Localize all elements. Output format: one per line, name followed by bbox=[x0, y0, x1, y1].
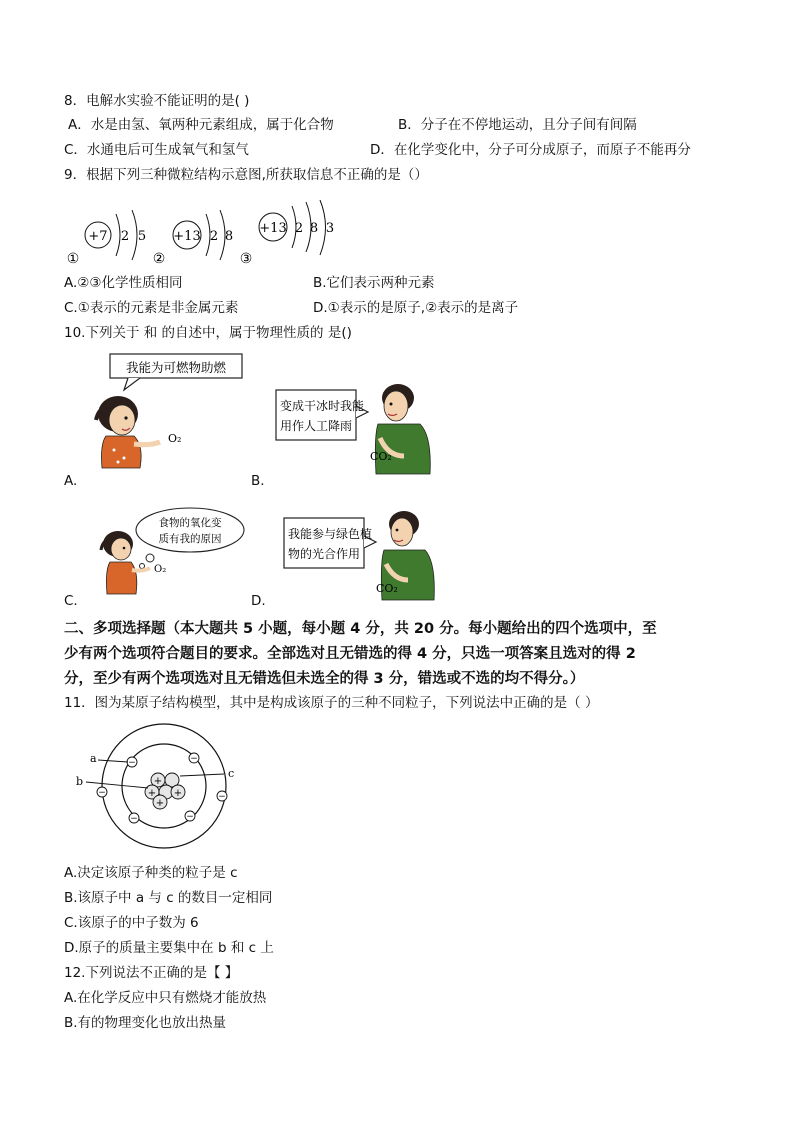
shell-3-2: 8 bbox=[309, 221, 319, 236]
q12-option-a: A.在化学反应中只有燃烧才能放热 bbox=[64, 990, 267, 1006]
q11-option-b: B.该原子中 a 与 c 的数目一定相同 bbox=[64, 890, 273, 906]
diagram-index-3: ③ bbox=[239, 251, 253, 267]
section2-line-3: 分，至少有两个选项选对且无错选但未选全的得 3 分，错选或不选的均不得分。） bbox=[64, 671, 585, 687]
q10-panel-b bbox=[270, 376, 440, 476]
q8-stem: 8．电解水实验不能证明的是( ) bbox=[64, 93, 250, 109]
q12-option-b: B.有的物理变化也放出热量 bbox=[64, 1015, 227, 1031]
diagram-index-2: ② bbox=[152, 251, 166, 267]
svg-text:+: + bbox=[153, 776, 163, 787]
nucleus-charge-1: +7 bbox=[88, 229, 108, 244]
svg-text:+: + bbox=[155, 798, 165, 809]
shell-3-1: 2 bbox=[294, 221, 304, 236]
svg-text:−: − bbox=[218, 792, 226, 802]
q10-panel-d bbox=[278, 508, 438, 602]
nucleus bbox=[145, 773, 185, 809]
q9-option-a: A.②③化学性质相同 bbox=[64, 275, 183, 291]
nucleus-charge-3: +13 bbox=[259, 221, 287, 236]
label-b: b bbox=[76, 775, 84, 788]
svg-text:−: − bbox=[98, 788, 106, 798]
q9-option-c: C.①表示的元素是非金属元素 bbox=[64, 300, 239, 316]
q11-atom-model-diagram bbox=[72, 722, 242, 854]
speech-b-line-2: 用作人工降雨 bbox=[280, 419, 353, 433]
q10-stem: 10.下列关于 和 的自述中，属于物理性质的 是() bbox=[64, 325, 352, 341]
speech-d-line-2: 物的光合作用 bbox=[288, 547, 361, 561]
label-a: a bbox=[90, 752, 97, 765]
shell-2-1: 2 bbox=[209, 229, 219, 244]
q11-option-d: D.原子的质量主要集中在 b 和 c 上 bbox=[64, 940, 274, 956]
label-c: c bbox=[228, 767, 235, 780]
q11-option-c: C.该原子的中子数为 6 bbox=[64, 915, 199, 931]
q10-panel-c bbox=[96, 506, 256, 598]
q8-option-b: B．分子在不停地运动，且分子间有间隔 bbox=[398, 117, 637, 133]
q8-option-c: C．水通电后可生成氧气和氢气 bbox=[64, 142, 249, 158]
q8-option-a: A．水是由氢、氧两种元素组成，属于化合物 bbox=[68, 117, 334, 133]
q8-option-d: D．在化学变化中，分子可分成原子，而原子不能再分 bbox=[370, 142, 691, 158]
formula-d: CO₂ bbox=[376, 582, 398, 595]
q12-stem: 12.下列说法不正确的是【 】 bbox=[64, 965, 239, 981]
atom-structure-1 bbox=[67, 210, 146, 267]
formula-b: CO₂ bbox=[370, 450, 392, 463]
svg-text:+: + bbox=[173, 788, 183, 799]
q10-label-b: B. bbox=[251, 473, 265, 489]
section2-line-1: 二、多项选择题（本大题共 5 小题，每小题 4 分，共 20 分。每小题给出的四个选项中，至 bbox=[64, 621, 657, 637]
q9-option-b: B.它们表示两种元素 bbox=[313, 275, 435, 291]
svg-text:−: − bbox=[186, 812, 194, 822]
svg-text:−: − bbox=[190, 754, 198, 764]
q9-stem: 9．根据下列三种微粒结构示意图,所获取信息不正确的是（） bbox=[64, 167, 428, 183]
atom-structure-3 bbox=[240, 200, 334, 267]
speech-d-line-1: 我能参与绿色植 bbox=[288, 527, 373, 541]
atom-structure-2 bbox=[153, 210, 233, 267]
q10-panel-a bbox=[88, 350, 258, 478]
q10-label-a: A. bbox=[64, 473, 78, 489]
shell-3-3: 3 bbox=[325, 221, 335, 236]
q9-atom-diagrams bbox=[60, 200, 360, 270]
diagram-index-1: ① bbox=[66, 251, 80, 267]
formula-a: O₂ bbox=[168, 432, 182, 445]
nucleus-charge-2: +13 bbox=[173, 229, 201, 244]
q11-option-a: A.决定该原子种类的粒子是 c bbox=[64, 865, 238, 881]
q10-label-d: D. bbox=[251, 593, 266, 609]
svg-text:−: − bbox=[128, 758, 136, 768]
speech-c-line-1: 食物的氧化变 bbox=[158, 517, 222, 529]
q11-stem: 11．图为某原子结构模型，其中是构成该原子的三种不同粒子，下列说法中正确的是（ ） bbox=[64, 695, 599, 711]
speech-a-line-1: 我能为可燃物助燃 bbox=[125, 360, 227, 375]
section2-line-2: 少有两个选项符合题目的要求。全部选对且无错选的得 4 分，只选一项答案且选对的得 2 bbox=[64, 646, 636, 662]
formula-c: O₂ bbox=[154, 564, 167, 575]
speech-c-line-2: 质有我的原因 bbox=[158, 533, 222, 545]
svg-text:−: − bbox=[130, 814, 138, 824]
svg-text:+: + bbox=[147, 788, 157, 799]
shell-1-1: 2 bbox=[120, 229, 130, 244]
girl-cartoon-icon bbox=[96, 396, 160, 468]
q10-label-c: C. bbox=[64, 593, 78, 609]
speech-b-line-1: 变成干冰时我能 bbox=[280, 399, 365, 413]
shell-1-2: 5 bbox=[137, 229, 147, 244]
shell-2-2: 8 bbox=[224, 229, 234, 244]
q9-option-d: D.①表示的是原子,②表示的是离子 bbox=[313, 300, 519, 316]
